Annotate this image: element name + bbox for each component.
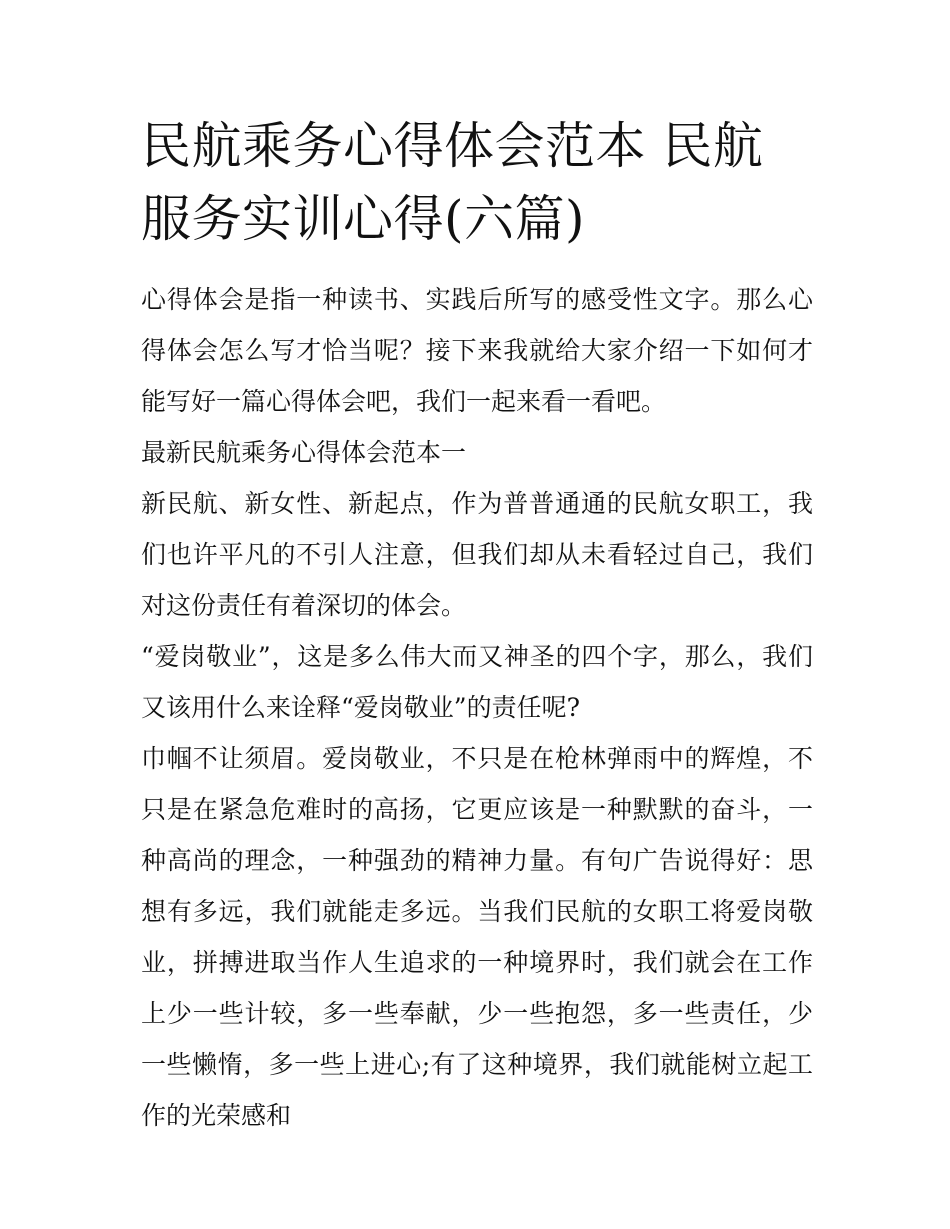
intro-paragraph: 心得体会是指一种读书、实践后所写的感受性文字。那么心得体会怎么写才恰当呢？接下来我就给大家介绍一下如何才能写好一篇心得体会吧，我们一起来看一看吧。 xyxy=(141,285,813,416)
document-title: 民航乘务心得体会范本 民航服务实训心得(六篇) xyxy=(141,117,764,248)
body-paragraph: 巾帼不让须眉。爱岗敬业，不只是在枪林弹雨中的辉煌，不只是在紧急危难时的高扬，它更应该是一种默默的奋斗，一种高尚的理念，一种强劲的精神力量。有句广告说得好：思想有多远，我们就能走多远。当我们民航的女职工将爱岗敬业，拼搏进取当作人生追求的一种境界时，我们就会在工作上少一些计较，多一些奉献，少一些抱怨，多一些责任，少一些懒惰，多一些上进心;有了这种境界，我们就能树立起工作的光荣感和 xyxy=(141,744,813,1130)
document-page xyxy=(141,110,813,1141)
body-paragraph: “爱岗敬业”，这是多么伟大而又神圣的四个字，那么，我们又该用什么来诠释“爱岗敬业”的责任呢? xyxy=(141,642,813,722)
body-paragraph: 新民航、新女性、新起点，作为普普通通的民航女职工，我们也许平凡的不引人注意，但我们却从未看轻过自己，我们对这份责任有着深切的体会。 xyxy=(141,489,813,620)
section-heading: 最新民航乘务心得体会范本一 xyxy=(141,438,467,467)
